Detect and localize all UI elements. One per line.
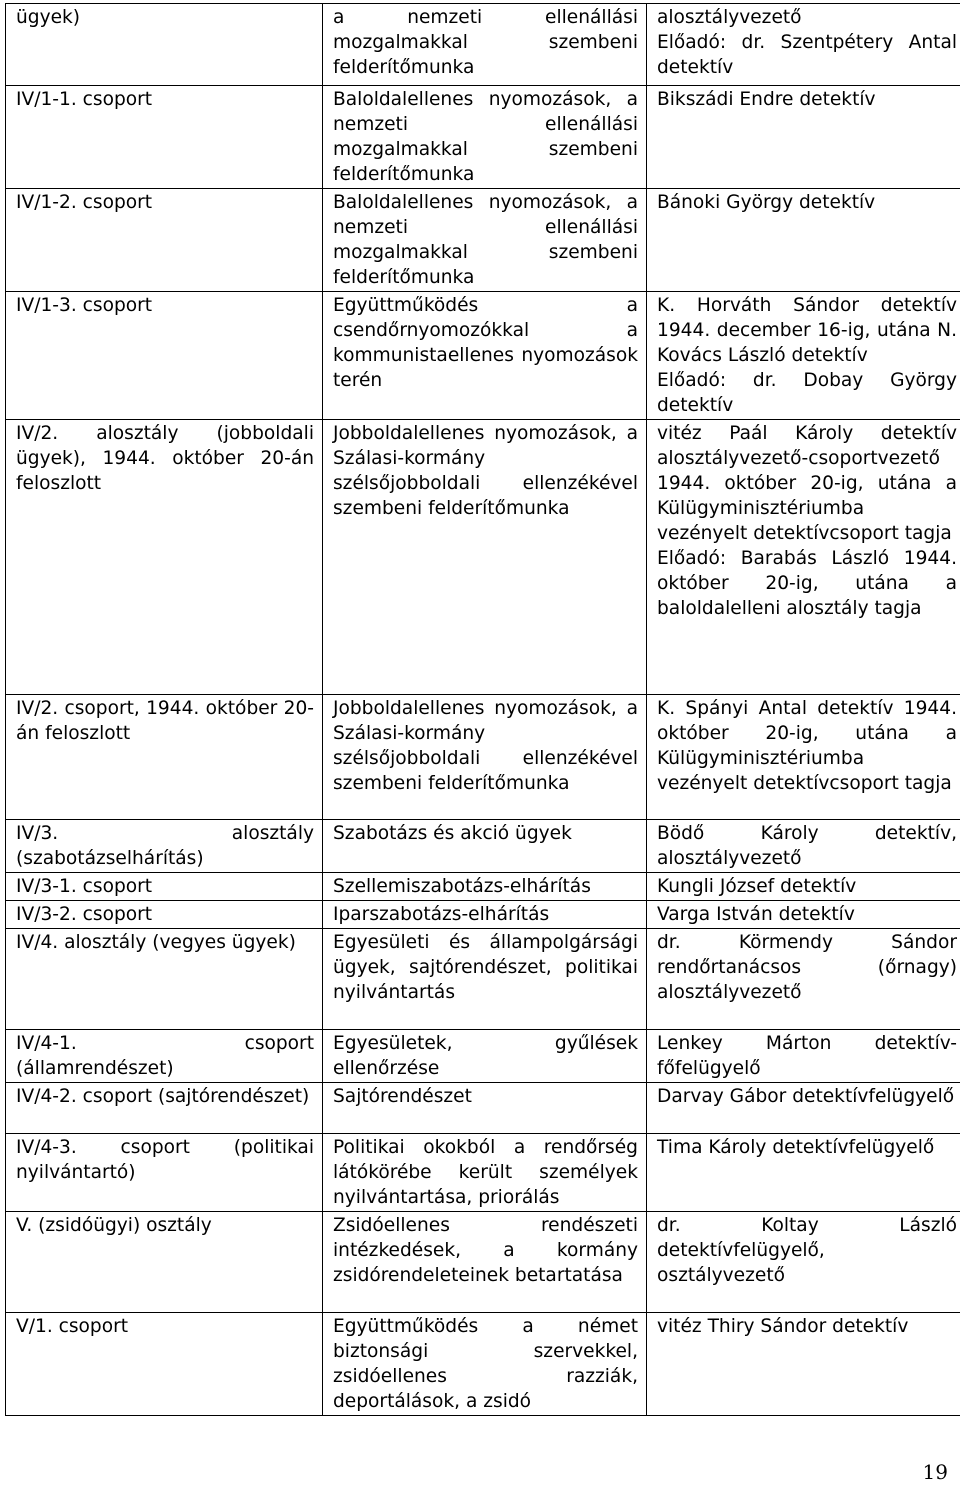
cell-text: K. Horváth Sándor detektív 1944. december 16-ig, utána N. Kovács László detektív <box>657 295 957 366</box>
task-cell <box>323 929 647 1030</box>
cell-text: Tima Károly detektívfelügyelő <box>657 1137 935 1158</box>
cell-text: Sajtórendészet <box>333 1086 472 1107</box>
unit-cell <box>6 695 323 820</box>
cell-text: Egyesületi és állampolgársági ügyek, sajtórendészet, politikai nyilvántartás <box>333 932 638 1003</box>
organization-table <box>5 3 960 1416</box>
staff-cell <box>647 901 960 929</box>
unit-cell <box>6 1134 323 1212</box>
staff-cell <box>647 873 960 901</box>
table-row <box>6 901 960 929</box>
unit-cell <box>6 1030 323 1083</box>
unit-cell <box>6 873 323 901</box>
task-cell <box>323 901 647 929</box>
cell-text: Szabotázs és akció ügyek <box>333 823 572 844</box>
cell-text: Jobboldalellenes nyomozások, a Szálasi-kormány szélsőjobboldali ellenzékével szembeni felderítőmunka <box>333 423 638 519</box>
table-row <box>6 1083 960 1134</box>
table-row <box>6 1030 960 1083</box>
staff-cell <box>647 420 960 695</box>
task-cell <box>323 820 647 873</box>
table-row <box>6 292 960 420</box>
table-body <box>6 4 960 1416</box>
unit-cell <box>6 1313 323 1416</box>
cell-text: alosztályvezető <box>657 7 802 28</box>
staff-cell <box>647 820 960 873</box>
cell-text: Varga István detektív <box>657 904 855 925</box>
table-row <box>6 929 960 1030</box>
staff-cell <box>647 4 960 86</box>
unit-cell <box>6 1083 323 1134</box>
unit-cell <box>6 929 323 1030</box>
staff-cell <box>647 292 960 420</box>
page-number: 19 <box>922 1460 948 1484</box>
unit-cell <box>6 1212 323 1313</box>
cell-text: Bikszádi Endre detektív <box>657 89 876 110</box>
cell-text: IV/1-2. csoport <box>16 192 153 213</box>
task-cell <box>323 1313 647 1416</box>
cell-text: IV/4. alosztály (vegyes ügyek) <box>16 932 296 953</box>
table-row <box>6 1134 960 1212</box>
cell-text: Baloldalellenes nyomozások, a nemzeti ellenállási mozgalmakkal szembeni felderítőmunka <box>333 89 638 185</box>
cell-text: Szellemiszabotázs-elhárítás <box>333 876 591 897</box>
cell-text: a nemzeti ellenállási mozgalmakkal szembeni felderítőmunka <box>333 7 638 78</box>
table-row <box>6 695 960 820</box>
cell-text: IV/1-1. csoport <box>16 89 153 110</box>
cell-text: Politikai okokból a rendőrség látókörébe került személyek nyilvántartása, priorálás <box>333 1137 638 1208</box>
cell-text: K. Spányi Antal detektív 1944. október 20-ig, utána a Külügyminisztériumba vezényelt detektívcsoport tagja <box>657 698 957 794</box>
staff-cell <box>647 1083 960 1134</box>
staff-cell <box>647 86 960 189</box>
unit-cell <box>6 4 323 86</box>
staff-cell <box>647 929 960 1030</box>
cell-text: Darvay Gábor detektívfelügyelő <box>657 1086 955 1107</box>
cell-text: IV/3. alosztály (szabotázselhárítás) <box>16 823 314 869</box>
cell-text: V/1. csoport <box>16 1316 129 1337</box>
task-cell <box>323 1212 647 1313</box>
unit-cell <box>6 820 323 873</box>
cell-text: IV/3-1. csoport <box>16 876 153 897</box>
unit-cell <box>6 420 323 695</box>
task-cell <box>323 189 647 292</box>
table-row <box>6 873 960 901</box>
cell-text: Előadó: Barabás László 1944. október 20-ig, utána a baloldalelleni alosztály tagja <box>657 548 957 619</box>
cell-text: ügyek) <box>16 7 81 28</box>
task-cell <box>323 1030 647 1083</box>
cell-text: Baloldalellenes nyomozások, a nemzeti ellenállási mozgalmakkal szembeni felderítőmunka <box>333 192 638 288</box>
task-cell <box>323 695 647 820</box>
staff-cell <box>647 1212 960 1313</box>
table-row <box>6 1212 960 1313</box>
cell-text: IV/2. csoport, 1944. október 20-án feloszlott <box>16 698 314 744</box>
cell-text: Lenkey Márton detektív-főfelügyelő <box>657 1033 957 1079</box>
cell-text: V. (zsidóügyi) osztály <box>16 1215 212 1236</box>
unit-cell <box>6 901 323 929</box>
staff-cell <box>647 695 960 820</box>
cell-text: IV/1-3. csoport <box>16 295 153 316</box>
cell-text: vitéz Paál Károly detektív alosztályvezető-csoportvezető 1944. október 20-ig, utána a Külügyminisztériumba vezényelt detektívcsoport tagja <box>657 423 957 544</box>
staff-cell <box>647 189 960 292</box>
table-row <box>6 1313 960 1416</box>
cell-text: IV/4-2. csoport (sajtórendészet) <box>16 1086 310 1107</box>
cell-text: IV/3-2. csoport <box>16 904 153 925</box>
unit-cell <box>6 292 323 420</box>
unit-cell <box>6 189 323 292</box>
cell-text: IV/2. alosztály (jobboldali ügyek), 1944. október 20-án feloszlott <box>16 423 314 494</box>
table-row <box>6 86 960 189</box>
cell-text: IV/4-1. csoport (államrendészet) <box>16 1033 314 1079</box>
cell-text: Bödő Károly detektív, alosztályvezető <box>657 823 957 869</box>
task-cell <box>323 1083 647 1134</box>
cell-text: IV/4-3. csoport (politikai nyilvántartó) <box>16 1137 314 1183</box>
task-cell <box>323 4 647 86</box>
table-row <box>6 189 960 292</box>
cell-text: Egyesületek, gyűlések ellenőrzése <box>333 1033 638 1079</box>
cell-text: dr. Körmendy Sándor rendőrtanácsos (őrnagy) alosztályvezető <box>657 932 957 1003</box>
table-row <box>6 420 960 695</box>
task-cell <box>323 1134 647 1212</box>
cell-text: Jobboldalellenes nyomozások, a Szálasi-kormány szélsőjobboldali ellenzékével szembeni felderítőmunka <box>333 698 638 794</box>
task-cell <box>323 292 647 420</box>
cell-text: vitéz Thiry Sándor detektív <box>657 1316 909 1337</box>
cell-text: Iparszabotázs-elhárítás <box>333 904 550 925</box>
table-row <box>6 4 960 86</box>
cell-text: Előadó: dr. Szentpétery Antal detektív <box>657 32 957 78</box>
staff-cell <box>647 1030 960 1083</box>
cell-text: Együttműködés a csendőrnyomozókkal a kommunistaellenes nyomozások terén <box>333 295 638 391</box>
staff-cell <box>647 1313 960 1416</box>
task-cell <box>323 86 647 189</box>
cell-text: dr. Koltay László detektívfelügyelő, osztályvezető <box>657 1215 957 1286</box>
staff-cell <box>647 1134 960 1212</box>
task-cell <box>323 873 647 901</box>
cell-text: Együttműködés a német biztonsági szervekkel, zsidóellenes razziák, deportálások, a zsidó <box>333 1316 638 1412</box>
cell-text: Kungli József detektív <box>657 876 857 897</box>
unit-cell <box>6 86 323 189</box>
cell-text: Bánoki György detektív <box>657 192 876 213</box>
cell-text: Zsidóellenes rendészeti intézkedések, a kormány zsidórendeleteinek betartatása <box>333 1215 638 1286</box>
task-cell <box>323 420 647 695</box>
table-row <box>6 820 960 873</box>
cell-text: Előadó: dr. Dobay György detektív <box>657 370 957 416</box>
